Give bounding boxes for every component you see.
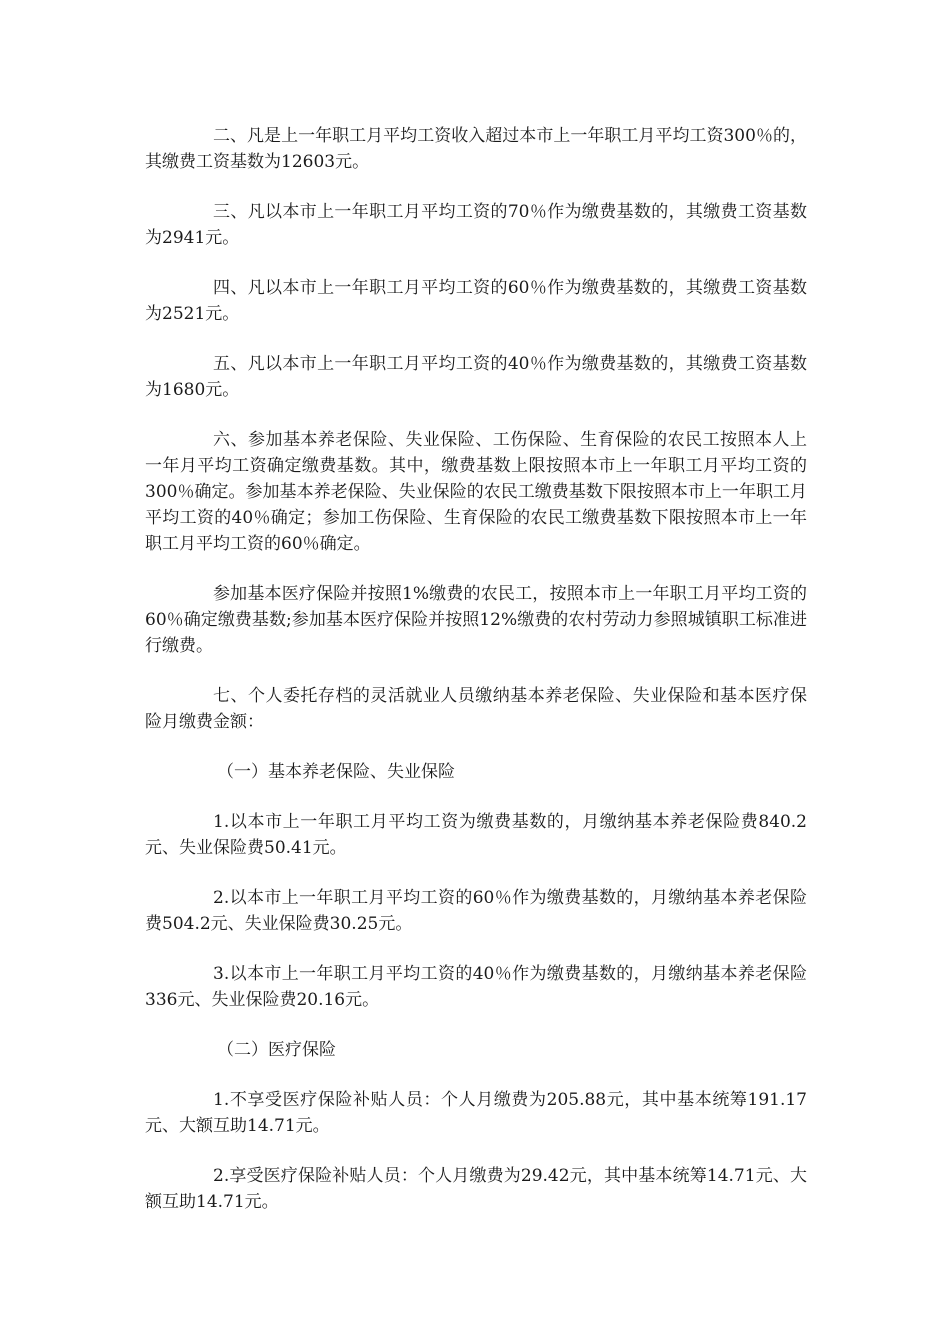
list-item-medical-1: 1.不享受医疗保险补贴人员：个人月缴费为205.88元，其中基本统筹191.17元、大额互助14.71元。 xyxy=(145,1090,807,1136)
list-item-pension-3: 3.以本市上一年职工月平均工资的40％作为缴费基数的，月缴纳基本养老保险336元、失业保险费20.16元。 xyxy=(145,964,807,1010)
paragraph-item-4: 四、凡以本市上一年职工月平均工资的60％作为缴费基数的，其缴费工资基数为2521元。 xyxy=(145,278,807,324)
list-item-medical-2: 2.享受医疗保险补贴人员：个人月缴费为29.42元，其中基本统筹14.71元、大额互助14.71元。 xyxy=(145,1166,807,1212)
paragraph-item-3: 三、凡以本市上一年职工月平均工资的70％作为缴费基数的，其缴费工资基数为2941元。 xyxy=(145,202,807,248)
paragraph-item-2: 二、凡是上一年职工月平均工资收入超过本市上一年职工月平均工资300％的，其缴费工资基数为12603元。 xyxy=(145,126,807,172)
document-body xyxy=(145,123,807,1239)
paragraph-medical-insurance-migrant: 参加基本医疗保险并按照1%缴费的农民工，按照本市上一年职工月平均工资的60％确定缴费基数;参加基本医疗保险并按照12%缴费的农村劳动力参照城镇职工标准进行缴费。 xyxy=(145,584,807,656)
paragraph-item-5: 五、凡以本市上一年职工月平均工资的40％作为缴费基数的，其缴费工资基数为1680元。 xyxy=(145,354,807,400)
list-item-pension-2: 2.以本市上一年职工月平均工资的60％作为缴费基数的，月缴纳基本养老保险费504.2元、失业保险费30.25元。 xyxy=(145,888,807,934)
list-item-pension-1: 1.以本市上一年职工月平均工资为缴费基数的，月缴纳基本养老保险费840.2元、失业保险费50.41元。 xyxy=(145,812,807,858)
paragraph-item-7: 七、个人委托存档的灵活就业人员缴纳基本养老保险、失业保险和基本医疗保险月缴费金额： xyxy=(145,686,807,732)
subheading-medical-insurance: （二）医疗保险 xyxy=(217,1040,336,1060)
paragraph-item-6: 六、参加基本养老保险、失业保险、工伤保险、生育保险的农民工按照本人上一年月平均工资确定缴费基数。其中，缴费基数上限按照本市上一年职工月平均工资的300％确定。参加基本养老保险、失业保险的农民工缴费基数下限按照本市上一年职工月平均工资的40％确定；参加工伤保险、生育保险的农民工缴费基数下限按照本市上一年职工月平均工资的60％确定。 xyxy=(145,430,807,554)
subheading-pension-unemployment: （一）基本养老保险、失业保险 xyxy=(217,762,455,782)
